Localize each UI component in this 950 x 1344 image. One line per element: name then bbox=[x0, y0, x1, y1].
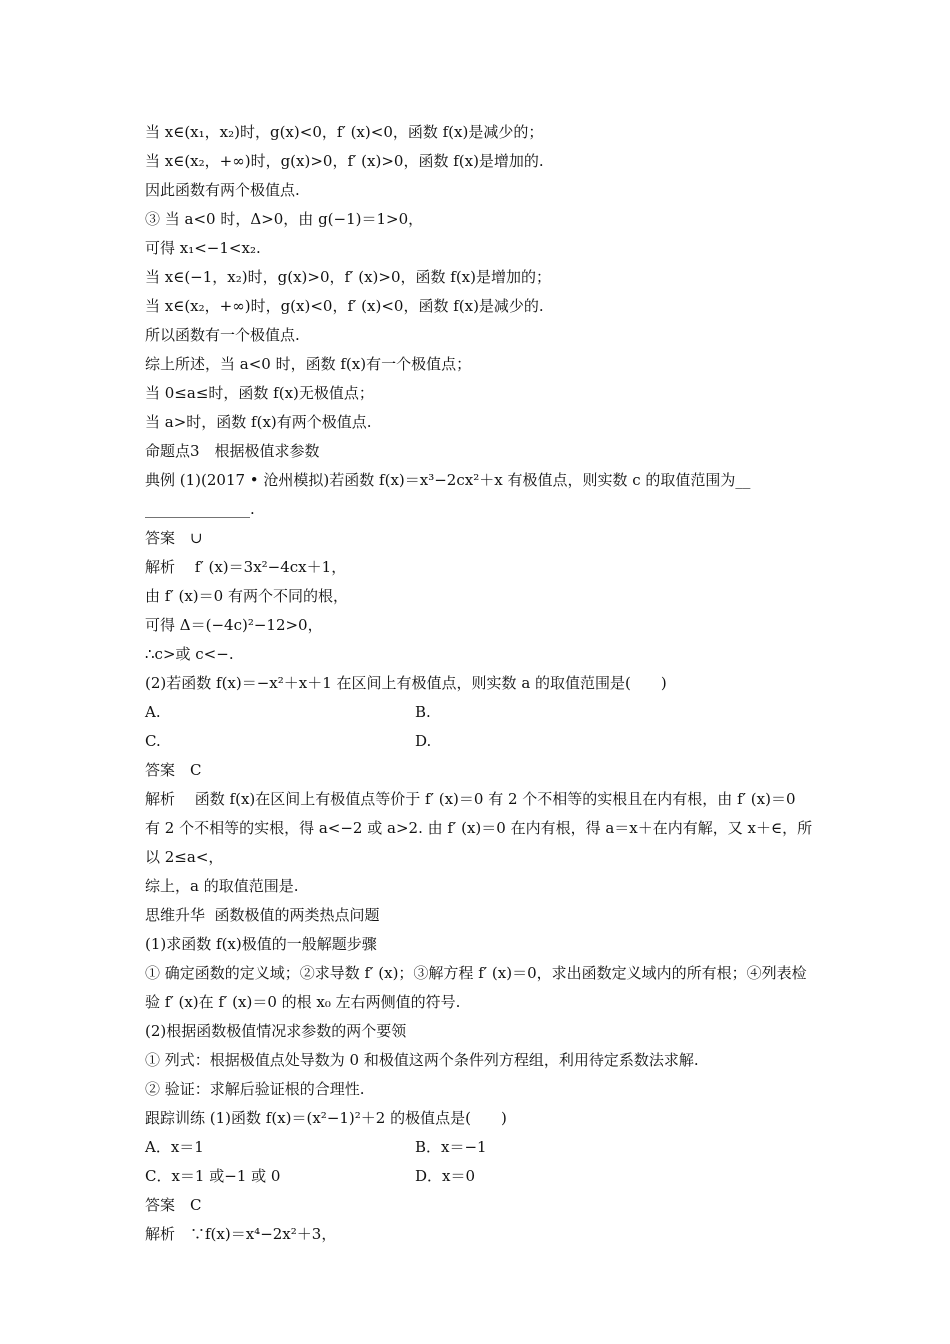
text-line: 可得 x₁<−1<x₂. bbox=[145, 239, 261, 257]
analysis-line: 解析 ∵f(x)＝x⁴−2x²＋3， bbox=[145, 1225, 337, 1243]
answer-line: 答案 C bbox=[145, 761, 202, 779]
answer-line: 答案 C bbox=[145, 1196, 202, 1214]
example-question: 典例 (1)(2017 • 沧州模拟)若函数 f(x)＝x³−2cx²＋x 有极值点，则实数 c 的取值范围为__ bbox=[145, 471, 751, 489]
analysis-paragraph: 解析 函数 f(x)在区间上有极值点等价于 f′ (x)＝0 有 2 个不相等的实根且在内有根，由 f′ (x)＝0 有 2 个不相等的实根，得 a<−2 或 a>2. 由 f′ (x)＝0 在内有根，得 a＝x＋在内有解，又 x＋∈，所以 2≤a<， bbox=[145, 790, 813, 866]
text-line: 综上所述，当 a<0 时，函数 f(x)有一个极值点； bbox=[145, 355, 472, 373]
option-b: B．x＝−1 bbox=[415, 1138, 487, 1156]
training-question: 跟踪训练 (1)函数 f(x)＝(x²−1)²＋2 的极值点是( ) bbox=[145, 1109, 507, 1127]
text-line: 可得 Δ＝(−4c)²−12>0， bbox=[145, 616, 323, 634]
text-line: 由 f′ (x)＝0 有两个不同的根， bbox=[145, 587, 348, 605]
question-2: (2)若函数 f(x)＝−x²＋x＋1 在区间上有极值点，则实数 a 的取值范围是( ) bbox=[145, 674, 667, 692]
text-line: 当 a>时，函数 f(x)有两个极值点. bbox=[145, 413, 372, 431]
text-line: 所以函数有一个极值点. bbox=[145, 326, 300, 344]
section-heading: 命题点3 根据极值求参数 bbox=[145, 442, 320, 460]
option-d: D. bbox=[415, 732, 432, 750]
option-d: D．x＝0 bbox=[415, 1167, 476, 1185]
text-line: 当 0≤a≤时，函数 f(x)无极值点； bbox=[145, 384, 374, 402]
text-line: 当 x∈(x₁，x₂)时，g(x)<0，f′ (x)<0，函数 f(x)是减少的； bbox=[145, 123, 544, 141]
option-a: A. bbox=[145, 703, 161, 721]
text-line: 因此函数有两个极值点. bbox=[145, 181, 300, 199]
text-line: ③ 当 a<0 时，Δ>0，由 g(−1)＝1>0， bbox=[145, 210, 424, 228]
option-row bbox=[145, 698, 815, 727]
option-row bbox=[145, 727, 815, 756]
option-row bbox=[145, 1162, 815, 1191]
steps-paragraph: ① 确定函数的定义域；②求导数 f′ (x)；③解方程 f′ (x)＝0，求出函数定义域内的所有根；④列表检验 f′ (x)在 f′ (x)＝0 的根 x₀ 左右两侧值的符号. bbox=[145, 964, 807, 1011]
text-line: ∴c>或 c<−. bbox=[145, 645, 234, 663]
option-c: C. bbox=[145, 732, 161, 750]
text-line: 当 x∈(x₂，+∞)时，g(x)>0，f′ (x)>0，函数 f(x)是增加的. bbox=[145, 152, 544, 170]
option-c: C．x＝1 或−1 或 0 bbox=[145, 1167, 281, 1185]
document-page bbox=[145, 118, 815, 1249]
text-line: 当 x∈(x₂，+∞)时，g(x)<0，f′ (x)<0，函数 f(x)是减少的. bbox=[145, 297, 544, 315]
text-line: (2)根据函数极值情况求参数的两个要领 bbox=[145, 1022, 407, 1040]
option-a: A．x＝1 bbox=[145, 1138, 204, 1156]
example-question-blank: ______________. bbox=[145, 500, 255, 518]
text-line: 当 x∈(−1，x₂)时，g(x)>0，f′ (x)>0，函数 f(x)是增加的； bbox=[145, 268, 551, 286]
answer-line: 答案 ∪ bbox=[145, 529, 203, 547]
summary-heading: 思维升华 函数极值的两类热点问题 bbox=[145, 906, 380, 924]
text-line: (1)求函数 f(x)极值的一般解题步骤 bbox=[145, 935, 377, 953]
text-line: ② 验证：求解后验证根的合理性. bbox=[145, 1080, 365, 1098]
analysis-line: 解析 f′ (x)＝3x²−4cx＋1， bbox=[145, 558, 347, 576]
option-row bbox=[145, 1133, 815, 1162]
option-b: B. bbox=[415, 703, 431, 721]
text-line: ① 列式：根据极值点处导数为 0 和极值这两个条件列方程组，利用待定系数法求解. bbox=[145, 1051, 699, 1069]
text-line: 综上，a 的取值范围是. bbox=[145, 877, 299, 895]
